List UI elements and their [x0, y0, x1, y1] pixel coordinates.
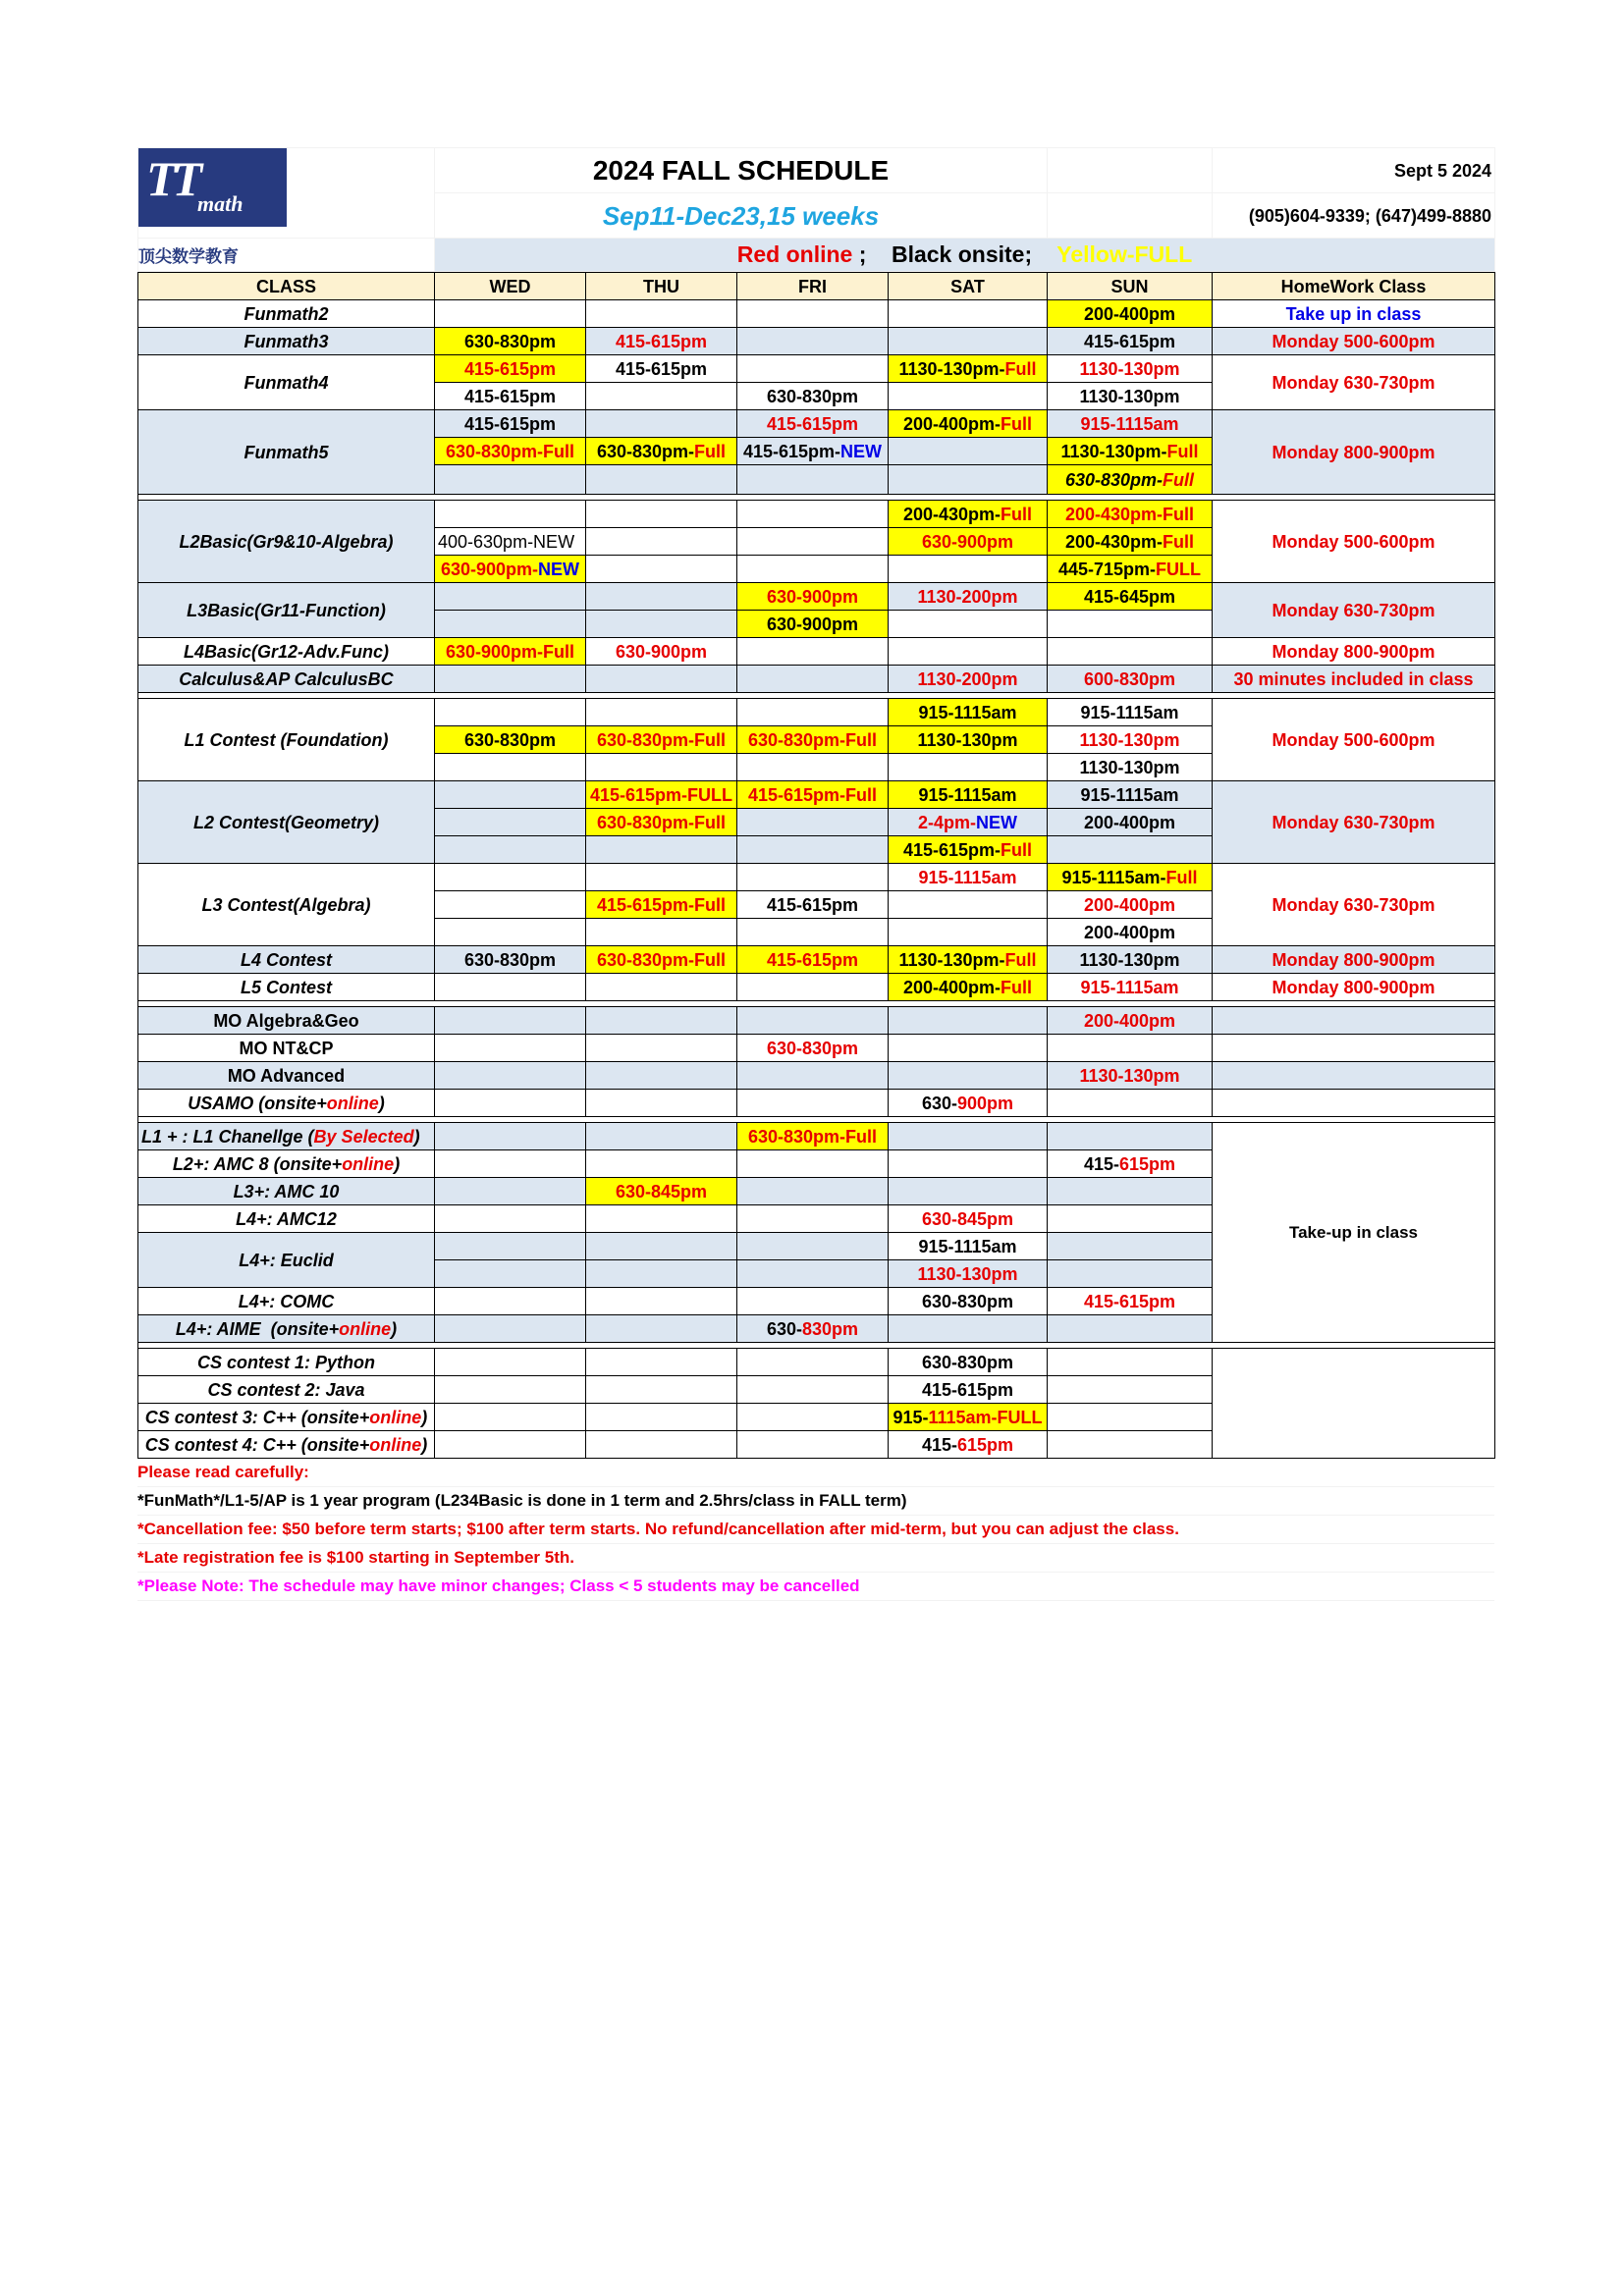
- session-cell: 915-1115am: [889, 864, 1048, 891]
- session-cell: 415-615pm: [1048, 1288, 1213, 1315]
- notes-section: [137, 1459, 1494, 1601]
- table-row: [138, 1123, 1495, 1150]
- table-row: [138, 355, 1495, 383]
- session-cell: 415-645pm: [1048, 583, 1213, 611]
- session-cell: 1130-130pm: [1048, 383, 1213, 410]
- session-cell: 200-400pm-Full: [889, 974, 1048, 1001]
- session-cell: 630-830pm: [435, 328, 586, 355]
- session-cell: 415-615pm-Full: [737, 781, 889, 809]
- table-row: [138, 410, 1495, 438]
- col-fri: FRI: [737, 273, 889, 300]
- col-homework: HomeWork Class: [1213, 273, 1495, 300]
- class-name: L4+: Euclid: [138, 1233, 435, 1288]
- column-header-row: [138, 273, 1495, 300]
- class-name: L4Basic(Gr12-Adv.Func): [138, 638, 435, 666]
- class-name: L3 Contest(Algebra): [138, 864, 435, 946]
- session-cell: 600-830pm: [1048, 666, 1213, 693]
- homework-cell: Monday 630-730pm: [1213, 583, 1495, 638]
- session-cell: 1130-200pm: [889, 666, 1048, 693]
- table-row: [138, 974, 1495, 1001]
- session-cell: 1130-130pm-Full: [889, 946, 1048, 974]
- homework-cell: Monday 800-900pm: [1213, 410, 1495, 495]
- legend-full: Yellow-FULL: [1056, 241, 1193, 267]
- notes-heading: Please read carefully:: [137, 1459, 1494, 1487]
- table-row: [138, 699, 1495, 726]
- session-cell: 1130-130pm: [1048, 754, 1213, 781]
- class-name: L3Basic(Gr11-Function): [138, 583, 435, 638]
- col-class: CLASS: [138, 273, 435, 300]
- session-cell: 630-900pm: [889, 1090, 1048, 1117]
- session-cell: 415-615pm: [1048, 328, 1213, 355]
- session-cell: 200-400pm: [1048, 809, 1213, 836]
- session-cell: 415-615pm-NEW: [737, 438, 889, 465]
- session-cell: 630-900pm: [889, 528, 1048, 556]
- session-cell: 630-830pm: [889, 1349, 1048, 1376]
- table-row: [138, 1349, 1495, 1376]
- homework-cell: 30 minutes included in class: [1213, 666, 1495, 693]
- table-row: [138, 1062, 1495, 1090]
- table-row: [138, 1035, 1495, 1062]
- col-sat: SAT: [889, 273, 1048, 300]
- session-cell: 415-615pm-FULL: [586, 781, 737, 809]
- class-name: L2Basic(Gr9&10-Algebra): [138, 501, 435, 583]
- session-cell: 200-400pm: [1048, 891, 1213, 919]
- session-cell: 915-1115am: [1048, 974, 1213, 1001]
- homework-cell: Monday 800-900pm: [1213, 638, 1495, 666]
- class-name: L4+: AIME (onsite+online): [138, 1315, 435, 1343]
- session-cell: 1130-130pm-Full: [1048, 438, 1213, 465]
- note-cancellation: *Cancellation fee: $50 before term starts; $100 after term starts. No refund/cancellation after mid-term, but you can adjust the class.: [137, 1516, 1494, 1544]
- table-row: [138, 666, 1495, 693]
- session-cell: 630-900pm: [737, 583, 889, 611]
- session-cell: 630-830pm-Full: [737, 726, 889, 754]
- session-cell: 630-830pm-Full: [1048, 465, 1213, 495]
- class-name: Funmath5: [138, 410, 435, 495]
- session-cell: 400-630pm-NEW: [435, 528, 586, 556]
- table-row: [138, 781, 1495, 809]
- homework-cell: Monday 630-730pm: [1213, 781, 1495, 864]
- legend: Red online ; Black onsite; Yellow-FULL: [435, 239, 1495, 272]
- class-name: L3+: AMC 10: [138, 1178, 435, 1205]
- session-cell: 630-830pm-Full: [435, 438, 586, 465]
- session-cell: 415-615pm: [737, 946, 889, 974]
- table-row: [138, 300, 1495, 328]
- session-cell: 1130-130pm: [1048, 1062, 1213, 1090]
- logo-math-text: math: [197, 191, 243, 216]
- session-cell: 630-830pm: [435, 726, 586, 754]
- class-name: L1 + : L1 Chanellge (By Selected): [138, 1123, 435, 1150]
- homework-cell: Monday 630-730pm: [1213, 864, 1495, 946]
- class-name: CS contest 1: Python: [138, 1349, 435, 1376]
- session-cell: 630-830pm: [737, 383, 889, 410]
- session-cell: 630-830pm: [737, 1035, 889, 1062]
- session-cell: 630-830pm-Full: [737, 1123, 889, 1150]
- session-cell: 630-830pm: [737, 1315, 889, 1343]
- session-cell: 915-1115am: [889, 699, 1048, 726]
- table-row: [138, 583, 1495, 611]
- session-cell: 915-1115am: [1048, 781, 1213, 809]
- col-sun: SUN: [1048, 273, 1213, 300]
- class-name: L4+: AMC12: [138, 1205, 435, 1233]
- class-name: L4+: COMC: [138, 1288, 435, 1315]
- note-late-fee: *Late registration fee is $100 starting in September 5th.: [137, 1544, 1494, 1573]
- homework-cell: Monday 630-730pm: [1213, 355, 1495, 410]
- session-cell: 630-830pm-Full: [586, 946, 737, 974]
- session-cell: 2-4pm-NEW: [889, 809, 1048, 836]
- session-cell: 630-830pm-Full: [586, 726, 737, 754]
- class-name: Funmath2: [138, 300, 435, 328]
- note-schedule-changes: *Please Note: The schedule may have minor changes; Class < 5 students may be cancelled: [137, 1573, 1494, 1601]
- session-cell: 630-900pm-Full: [435, 638, 586, 666]
- class-name: CS contest 2: Java: [138, 1376, 435, 1404]
- table-row: [138, 501, 1495, 528]
- class-name: CS contest 4: C++ (onsite+online): [138, 1431, 435, 1459]
- session-cell: 415-615pm-Full: [889, 836, 1048, 864]
- session-cell: 630-845pm: [889, 1205, 1048, 1233]
- logo-chinese-text: 顶尖数学教育: [138, 247, 239, 266]
- session-cell: 1130-130pm-Full: [889, 355, 1048, 383]
- class-name: Calculus&AP CalculusBC: [138, 666, 435, 693]
- session-cell: 915-1115am: [889, 1233, 1048, 1260]
- class-name: MO Algebra&Geo: [138, 1007, 435, 1035]
- session-cell: 200-430pm-Full: [1048, 501, 1213, 528]
- homework-cell: Monday 800-900pm: [1213, 946, 1495, 974]
- session-cell: 1130-130pm: [1048, 946, 1213, 974]
- session-cell: 630-845pm: [586, 1178, 737, 1205]
- class-name: MO NT&CP: [138, 1035, 435, 1062]
- session-cell: 915-1115am: [1048, 410, 1213, 438]
- session-cell: 630-900pm-NEW: [435, 556, 586, 583]
- class-name: CS contest 3: C++ (onsite+online): [138, 1404, 435, 1431]
- class-name: L2 Contest(Geometry): [138, 781, 435, 864]
- homework-cell: Take-up in class: [1213, 1123, 1495, 1343]
- session-cell: 630-830pm-Full: [586, 438, 737, 465]
- col-thu: THU: [586, 273, 737, 300]
- session-cell: 415-615pm: [435, 383, 586, 410]
- session-cell: 630-830pm: [889, 1288, 1048, 1315]
- logo-mark: TT: [146, 151, 199, 206]
- session-cell: 200-400pm: [1048, 300, 1213, 328]
- class-name: L4 Contest: [138, 946, 435, 974]
- homework-cell: Take up in class: [1213, 300, 1495, 328]
- class-name: L1 Contest (Foundation): [138, 699, 435, 781]
- ttmath-logo: [138, 148, 287, 228]
- schedule-table: [137, 272, 1495, 1459]
- table-row: [138, 638, 1495, 666]
- page-title: 2024 FALL SCHEDULE: [435, 148, 1048, 193]
- session-cell: 1130-130pm: [1048, 355, 1213, 383]
- session-cell: 915-1115am-FULL: [889, 1404, 1048, 1431]
- session-cell: 200-400pm: [1048, 1007, 1213, 1035]
- session-cell: 445-715pm-FULL: [1048, 556, 1213, 583]
- homework-cell: Monday 500-600pm: [1213, 501, 1495, 583]
- table-row: [138, 1090, 1495, 1117]
- legend-onsite: Black onsite;: [891, 241, 1033, 267]
- table-row: [138, 864, 1495, 891]
- schedule-sheet: [137, 147, 1494, 1601]
- session-cell: 415-615pm: [1048, 1150, 1213, 1178]
- class-name: Funmath3: [138, 328, 435, 355]
- session-cell: 415-615pm-Full: [586, 891, 737, 919]
- class-name: USAMO (onsite+online): [138, 1090, 435, 1117]
- session-cell: 915-1115am: [889, 781, 1048, 809]
- session-cell: 630-900pm: [586, 638, 737, 666]
- session-cell: 1130-130pm: [889, 726, 1048, 754]
- class-name: MO Advanced: [138, 1062, 435, 1090]
- class-name: L2+: AMC 8 (onsite+online): [138, 1150, 435, 1178]
- session-cell: 200-400pm: [1048, 919, 1213, 946]
- session-cell: 415-615pm: [435, 355, 586, 383]
- session-cell: 415-615pm: [737, 410, 889, 438]
- session-cell: 200-400pm-Full: [889, 410, 1048, 438]
- session-cell: 415-615pm: [586, 328, 737, 355]
- session-cell: 1130-200pm: [889, 583, 1048, 611]
- session-cell: 630-830pm-Full: [586, 809, 737, 836]
- session-cell: 200-430pm-Full: [889, 501, 1048, 528]
- homework-cell: Monday 800-900pm: [1213, 974, 1495, 1001]
- table-row: [138, 1007, 1495, 1035]
- table-row: [138, 946, 1495, 974]
- session-cell: 415-615pm: [737, 891, 889, 919]
- session-cell: 200-430pm-Full: [1048, 528, 1213, 556]
- schedule-date: Sept 5 2024: [1213, 148, 1495, 193]
- phone-numbers: (905)604-9339; (647)499-8880: [1213, 193, 1495, 239]
- session-cell: 630-900pm: [737, 611, 889, 638]
- header-table: [137, 147, 1495, 272]
- session-cell: 415-615pm: [586, 355, 737, 383]
- class-name: L5 Contest: [138, 974, 435, 1001]
- session-cell: 915-1115am-Full: [1048, 864, 1213, 891]
- session-cell: 915-1115am: [1048, 699, 1213, 726]
- session-cell: 630-830pm: [435, 946, 586, 974]
- legend-online: Red online: [736, 241, 853, 267]
- session-cell: 1130-130pm: [889, 1260, 1048, 1288]
- note-program: *FunMath*/L1-5/AP is 1 year program (L234Basic is done in 1 term and 2.5hrs/class in FALL term): [137, 1487, 1494, 1516]
- term-dates: Sep11-Dec23,15 weeks: [435, 193, 1048, 239]
- homework-cell: Monday 500-600pm: [1213, 699, 1495, 781]
- session-cell: 415-615pm: [435, 410, 586, 438]
- session-cell: 415-615pm: [889, 1376, 1048, 1404]
- table-row: [138, 328, 1495, 355]
- session-cell: 415-615pm: [889, 1431, 1048, 1459]
- homework-cell: Monday 500-600pm: [1213, 328, 1495, 355]
- session-cell: 1130-130pm: [1048, 726, 1213, 754]
- class-name: Funmath4: [138, 355, 435, 410]
- col-wed: WED: [435, 273, 586, 300]
